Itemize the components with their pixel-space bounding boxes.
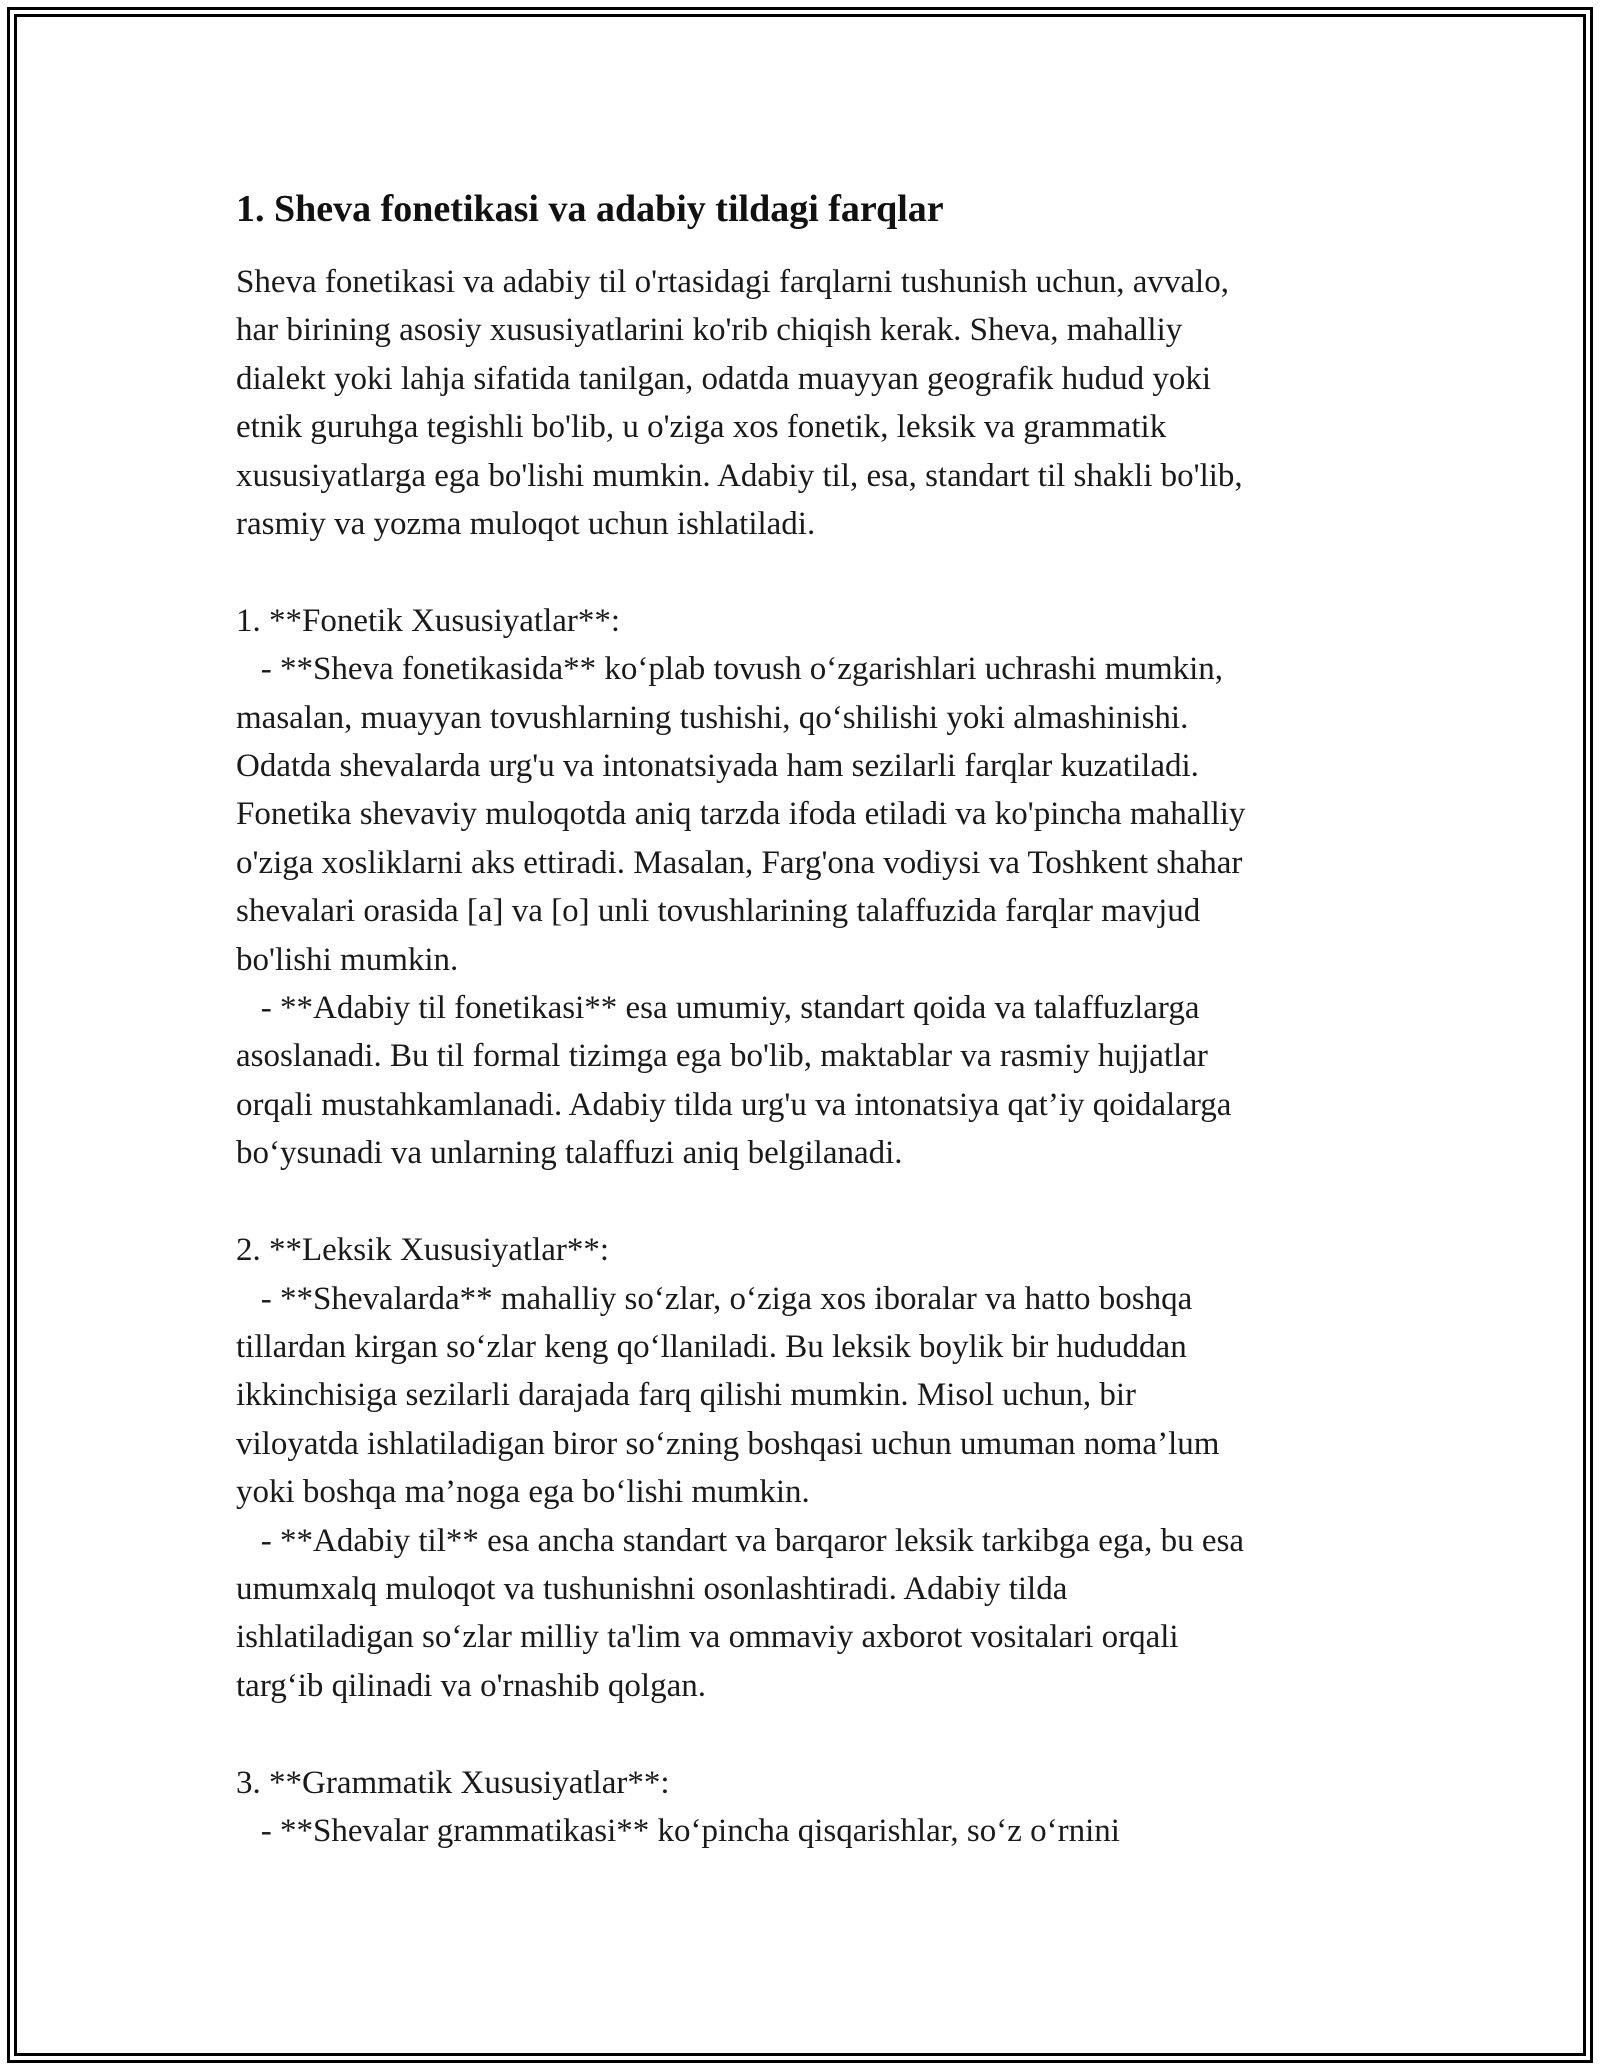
section-grammatik [236, 1759, 1386, 1856]
bullet-item: - **Adabiy til fonetikasi** esa umumiy, standart qoida va talaffuzlarga asoslanadi. Bu til formal tizimga ega bo'lib, maktablar va rasmiy hujjatlar orqali mustahkamlanadi. Adabiy tilda urg'u va intonatsiya qat’iy qoidalarga bo‘ysunadi va unlarning talaffuzi aniq belgilanadi. [236, 990, 1232, 1172]
document-heading: 1. Sheva fonetikasi va adabiy tildagi farqlar [236, 188, 944, 230]
section-fonetik [236, 597, 1386, 1178]
section-title: 1. **Fonetik Xususiyatlar**: [236, 602, 621, 639]
intro-paragraph: Sheva fonetikasi va adabiy til o'rtasidagi farqlarni tushunish uchun, avvalo, har birining asosiy xususiyatlarini ko'rib chiqish kerak. Sheva, mahalliy dialekt yoki lahja sifatida tanilgan, odatda muayyan geografik hudud yoki etnik guruhga tegishli bo'lib, u o'ziga xos fonetik, leksik va grammatik xususiyatlarga ega bo'lishi mumkin. Adabiy til, esa, standart til shakli bo'lib, rasmiy va yozma muloqot uchun ishlatiladi. [236, 264, 1243, 543]
bullet-item: - **Shevalar grammatikasi** ko‘pincha qisqarishlar, so‘z o‘rnini [236, 1812, 1120, 1849]
bullet-item: - **Adabiy til** esa ancha standart va barqaror leksik tarkibga ega, bu esa umumxalq muloqot va tushunishni osonlashtiradi. Adabiy tilda ishlatiladigan so‘zlar milliy ta'lim va ommaviy axborot vositalari orqali targ‘ib qilinadi va o'rnashib qolgan. [236, 1522, 1244, 1704]
section-leksik [236, 1226, 1386, 1710]
section-title: 3. **Grammatik Xususiyatlar**: [236, 1764, 670, 1801]
document-body [236, 185, 1386, 1904]
section-title: 2. **Leksik Xususiyatlar**: [236, 1232, 610, 1269]
bullet-item: - **Sheva fonetikasida** ko‘plab tovush o‘zgarishlari uchrashi mumkin, masalan, muayyan tovushlarning tushishi, qo‘shilishi yoki almashinishi. Odatda shevalarda urg'u va intonatsiyada ham sezilarli farqlar kuzatiladi. Fonetika shevaviy muloqotda aniq tarzda ifoda etiladi va ko'pincha mahalliy o'ziga xosliklarni aks ettiradi. Masalan, Farg'ona vodiysi va Toshkent shahar shevalari orasida [a] va [o] unli tovushlarining talaffuzida farqlar mavjud bo'lishi mumkin. [236, 651, 1246, 978]
bullet-item: - **Shevalarda** mahalliy so‘zlar, o‘ziga xos iboralar va hatto boshqa tillardan kirgan so‘zlar keng qo‘llaniladi. Bu leksik boylik bir hududdan ikkinchisiga sezilarli darajada farq qilishi mumkin. Misol uchun, bir viloyatda ishlatiladigan biror so‘zning boshqasi uchun umuman noma’lum yoki boshqa ma’noga ega bo‘lishi mumkin. [236, 1280, 1220, 1511]
